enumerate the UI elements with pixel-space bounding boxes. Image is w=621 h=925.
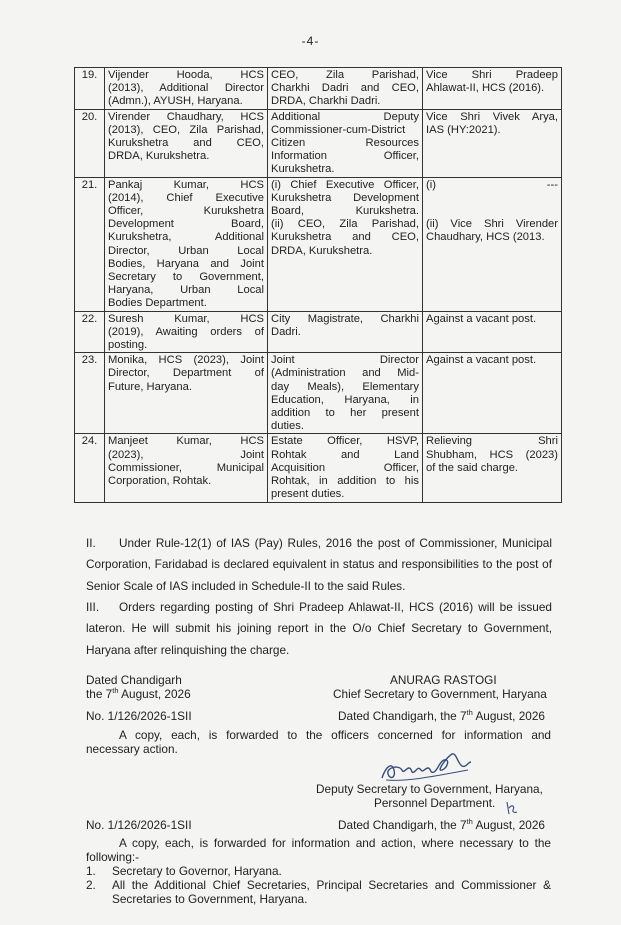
signatory-title: Chief Secretary to Government, Haryana	[333, 687, 547, 701]
serial-number: 22.	[75, 311, 105, 353]
vice-cell	[423, 311, 562, 353]
officer-cell-line: Corporation, Rohtak.	[108, 475, 212, 488]
vice-cell-line: Vice Shri Pradeep	[426, 69, 558, 81]
posted-as-cell	[268, 109, 423, 177]
posted-as-cell	[268, 68, 423, 110]
table-row	[75, 68, 562, 110]
vice-cell-line: Ahlawat-II, HCS (2016).	[426, 82, 545, 95]
copy-forward-1: A copy, each, is forwarded to the officers concerned for information and necessary action.	[86, 728, 551, 756]
paragraph-iii-number: III.	[86, 600, 100, 614]
posted-as-cell-line: (i) Chief Executive Officer,	[271, 178, 419, 191]
officer-cell-line: Development Board,	[108, 218, 264, 231]
officer-cell-line: Officer, Kurukshetra	[108, 205, 264, 218]
posted-as-cell-line: Charkhi Dadri and CEO,	[271, 82, 419, 95]
posted-as-cell-line: day Meals), Elementary	[271, 380, 419, 393]
officer-cell	[105, 353, 268, 434]
officer-cell-line: (2019), Awaiting orders of	[108, 325, 264, 338]
serial-number: 21.	[75, 177, 105, 311]
list-item-1-text: Secretary to Governor, Haryana.	[112, 864, 282, 878]
officer-cell-line: Bodies Department.	[108, 297, 207, 310]
table-row	[75, 177, 562, 311]
officer-cell	[105, 434, 268, 502]
posted-as-cell-line: Additional Deputy	[271, 110, 419, 123]
serial-number: 23.	[75, 353, 105, 434]
paragraph-iii	[86, 597, 552, 661]
vice-cell-line: of the said charge.	[426, 461, 519, 474]
serial-number: 20.	[75, 109, 105, 177]
vice-cell-line	[426, 192, 558, 205]
endorsement-number-2: No. 1/126/2026-1SII	[86, 818, 192, 832]
vice-cell-line: IAS (HY:2021).	[426, 123, 501, 136]
officer-cell-line: Kurukshetra, Additional	[108, 231, 264, 244]
endorsement-date-1: Dated Chandigarh, the 7th August, 2026	[338, 708, 545, 723]
vice-cell-line: Chaudhary, HCS (2013.	[426, 231, 545, 244]
paragraph-iii-text: Orders regarding posting of Shri Pradeep Ahlawat-II, HCS (2016) will be issued lateron. He will submit his joining report in the O/o Chief Secretary to Government, Haryana after relinquishing the charge.	[86, 600, 552, 657]
officer-cell-line: Commissioner, Municipal	[108, 461, 264, 474]
vice-cell	[423, 434, 562, 502]
posted-as-cell-line: City Magistrate, Charkhi	[271, 312, 419, 325]
posted-as-cell-line: Rohtak, in addition to his	[271, 475, 419, 488]
vice-cell-line: Against a vacant post.	[426, 354, 537, 367]
officer-cell-line: (2013), Additional Director	[108, 82, 264, 95]
officer-cell-line: Bodies, Haryana and Joint	[108, 257, 264, 270]
posting-table	[74, 67, 562, 503]
endorsement-number-1: No. 1/126/2026-1SII	[86, 709, 192, 723]
posted-as-cell-line: (Administration and Mid-	[271, 367, 419, 380]
page-number: -4-	[301, 34, 320, 48]
table-row	[75, 109, 562, 177]
signatory-name: ANURAG RASTOGI	[390, 673, 497, 687]
vice-cell-line	[426, 205, 558, 218]
officer-cell	[105, 311, 268, 353]
officer-cell-line: (2014), Chief Executive	[108, 191, 264, 204]
officer-cell	[105, 177, 268, 311]
officer-cell-line: (2023), Joint	[108, 448, 264, 461]
posted-as-cell-line: Acquisition Officer,	[271, 461, 419, 474]
officer-cell-line: Kurukshetra and CEO,	[108, 137, 264, 150]
officer-cell-line: Haryana, Urban Local	[108, 284, 264, 297]
posted-as-cell-line: Dadri.	[271, 325, 301, 338]
posted-as-cell-line: Joint Director	[271, 354, 419, 367]
vice-cell-line: Vice Shri Vivek Arya,	[426, 110, 558, 123]
deputy-secretary-title: Deputy Secretary to Government, Haryana,	[316, 782, 543, 796]
officer-cell-line: Virender Chaudhary, HCS	[108, 110, 264, 123]
posted-as-cell-line: Kurukshetra Development	[271, 191, 419, 204]
serial-number: 19.	[75, 68, 105, 110]
posted-as-cell-line: addition to her present	[271, 407, 419, 420]
posted-as-cell-line: Rohtak and Land	[271, 448, 419, 461]
personnel-department: Personnel Department.	[374, 796, 496, 810]
officer-cell-line: Director, Urban Local	[108, 244, 264, 257]
officer-cell-line: Secretary to Government,	[108, 271, 264, 284]
paragraph-ii	[86, 533, 552, 597]
posted-as-cell-line: (ii) CEO, Zila Parishad,	[271, 218, 419, 231]
posted-as-cell-line: Estate Officer, HSVP,	[271, 435, 419, 448]
posted-as-cell-line: Information Officer,	[271, 150, 419, 163]
posted-as-cell-line: duties.	[271, 420, 304, 433]
vice-cell-line: Against a vacant post.	[426, 312, 537, 325]
initial-mark	[505, 798, 519, 816]
dated-place: Dated Chandigarh	[86, 673, 182, 687]
officer-cell-line: Pankaj Kumar, HCS	[108, 178, 264, 191]
posted-as-cell-line: Kurukshetra.	[271, 163, 335, 176]
vice-cell-line: (ii) Vice Shri Virender	[426, 218, 558, 231]
vice-cell	[423, 109, 562, 177]
table-row	[75, 353, 562, 434]
posted-as-cell-line: CEO, Zila Parishad,	[271, 69, 419, 81]
posted-as-cell-line: present duties.	[271, 488, 345, 501]
posted-as-cell-line: DRDA, Charkhi Dadri.	[271, 95, 381, 108]
posted-as-cell-line: Education, Haryana, in	[271, 393, 419, 406]
posted-as-cell-line: Kurukshetra and CEO,	[271, 231, 419, 244]
vice-cell-line: (i) ---	[426, 178, 558, 191]
paragraph-ii-number: II.	[86, 536, 96, 550]
vice-cell	[423, 353, 562, 434]
officer-cell-line: Director, Department of	[108, 367, 264, 380]
vice-cell	[423, 68, 562, 110]
officer-cell-line: (2013), CEO, Zila Parishad,	[108, 123, 264, 136]
officer-cell-line: Manjeet Kumar, HCS	[108, 435, 264, 448]
officer-cell-line: posting.	[108, 339, 148, 352]
copy-forward-2: A copy, each, is forwarded for information and action, where necessary to the following:-	[86, 836, 551, 864]
posted-as-cell-line: Citizen Resources	[271, 137, 419, 150]
posted-as-cell	[268, 177, 423, 311]
officer-cell-line: Suresh Kumar, HCS	[108, 312, 264, 325]
serial-number: 24.	[75, 434, 105, 502]
list-item-1-number: 1.	[86, 864, 96, 878]
table-row	[75, 434, 562, 502]
table-row	[75, 311, 562, 353]
posted-as-cell	[268, 434, 423, 502]
officer-cell-line: Monika, HCS (2023), Joint	[108, 354, 264, 367]
list-item-2-number: 2.	[86, 878, 96, 892]
officer-cell-line: (Admn.), AYUSH, Haryana.	[108, 95, 243, 108]
officer-cell-line: Future, Haryana.	[108, 380, 192, 393]
endorsement-date-2: Dated Chandigarh, the 7th August, 2026	[338, 817, 545, 832]
posted-as-cell-line: DRDA, Kurukshetra.	[271, 244, 373, 257]
officer-cell	[105, 109, 268, 177]
posted-as-cell-line: Commissioner-cum-District	[271, 123, 406, 136]
list-item-2-text: All the Additional Chief Secretaries, Principal Secretaries and Commissioner & Secretaries to Government, Haryana.	[112, 878, 551, 906]
paragraph-ii-text: Under Rule-12(1) of IAS (Pay) Rules, 2016 the post of Commissioner, Municipal Corporation, Faridabad is declared equivalent in status and responsibilities to the post of Senior Scale of IAS included in Schedule-II to the said Rules.	[86, 536, 552, 593]
vice-cell-line: Relieving Shri	[426, 435, 558, 448]
officer-cell	[105, 68, 268, 110]
posted-as-cell	[268, 311, 423, 353]
posted-as-cell-line: Board, Kurukshetra.	[271, 205, 419, 218]
vice-cell-line: Shubham, HCS (2023)	[426, 448, 558, 461]
dated-date: the 7th August, 2026	[86, 686, 191, 701]
vice-cell	[423, 177, 562, 311]
officer-cell-line: Vijender Hooda, HCS	[108, 69, 264, 81]
officer-cell-line: DRDA, Kurukshetra.	[108, 150, 210, 163]
posted-as-cell	[268, 353, 423, 434]
